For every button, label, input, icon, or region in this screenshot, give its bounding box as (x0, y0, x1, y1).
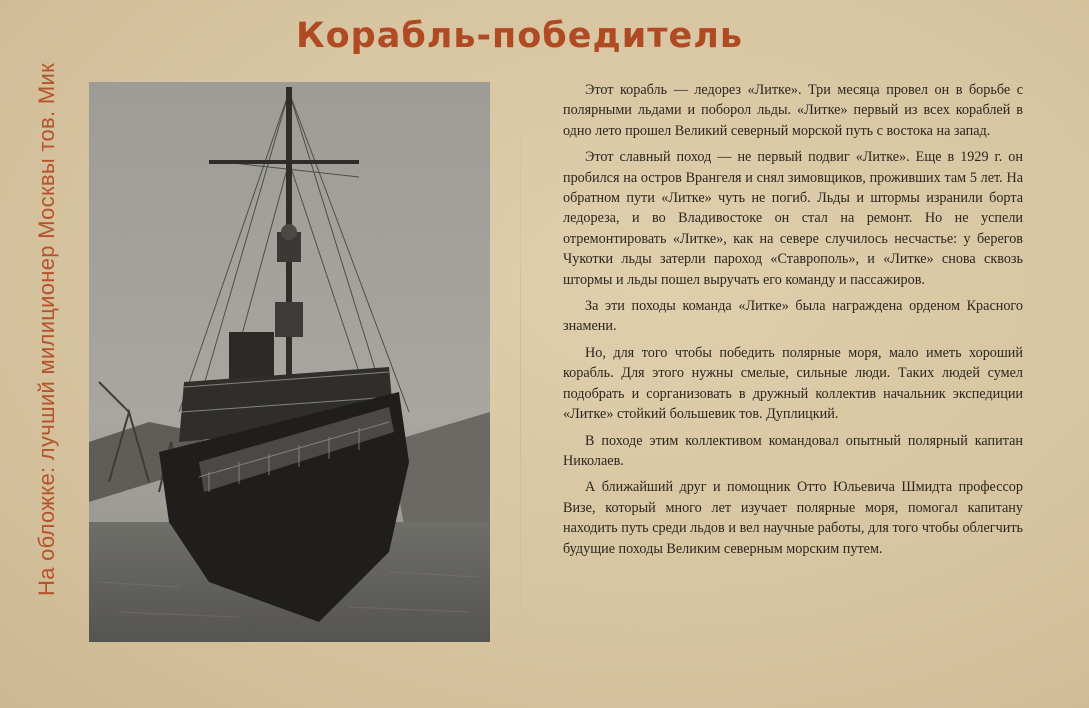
article-paragraph: За эти походы команда «Литке» была награждена орденом Красного знамени. (563, 298, 1023, 335)
article-paragraph: Этот славный поход — не первый подвиг «Литке». Еще в 1929 г. он пробился на остров Врангеля и снял зимовщиков, проживших там 5 лет. На обратном пути «Литке» чуть не погиб. Льды и штормы изранили борта ледореза, и во Владивостоке он стал на ремонт. Но не успели отремонтировать «Литке», как на севере случилось несчастье: у берегов Чукотки льды затерли пароход «Ставрополь», и «Литке» снова сквозь штормы и льды пошел выручать его команду и пассажиров. (563, 149, 1023, 288)
page-fold (520, 60, 521, 680)
ship-photo (89, 82, 490, 642)
article-paragraph: Этот корабль — ледорез «Литке». Три месяца провел он в борьбе с полярными льдами и поборол льды. «Литке» первый из всех кораблей в одно лето прошел Великий северный морской путь с востока на запад. (563, 82, 1023, 139)
page-title: Корабль-победитель (296, 16, 744, 56)
article-paragraph: Но, для того чтобы победить полярные моря, мало иметь хороший корабль. Для этого нужны смелые, сильные люди. Таких людей сумел подобрать и сорганизовать в дружный коллектив начальник экспедиции «Литке» стойкий большевик тов. Дуплицкий. (563, 344, 1023, 423)
cover-caption: На обложке: лучший милиционер Москвы тов. Мик (34, 62, 59, 596)
article-paragraph: В походе этим коллективом командовал опытный полярный капитан Николаев. (563, 432, 1023, 469)
article-paragraph: А ближайший друг и помощник Отто Юльевича Шмидта профессор Визе, который много лет изучает полярные моря, помогал капитану находить путь среди льдов и вел научные работы, для того чтобы облегчить будущие походы Великим северным морским путем. (563, 479, 1023, 557)
article-text (563, 80, 1023, 565)
